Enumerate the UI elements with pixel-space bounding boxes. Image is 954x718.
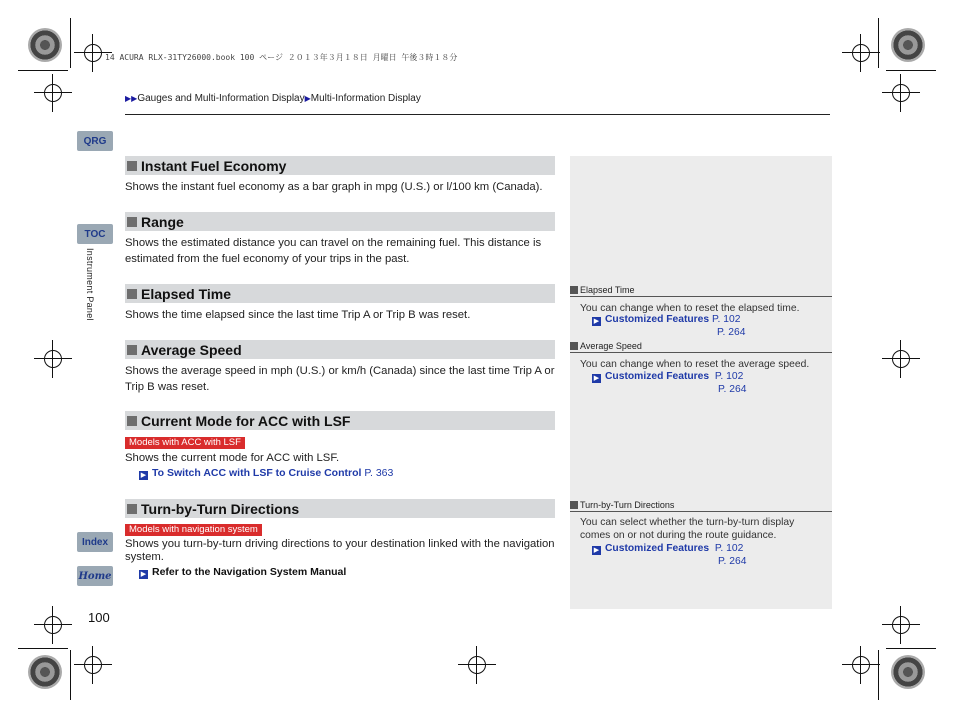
section-heading: Average Speed (125, 340, 555, 359)
crosshair-icon (852, 44, 870, 62)
chapter-side-label: Instrument Panel (85, 248, 95, 321)
section-heading: Elapsed Time (125, 284, 555, 303)
square-bullet-icon (127, 289, 137, 299)
crosshair-icon (892, 616, 910, 634)
note-icon (570, 286, 578, 294)
note-text: You can change when to reset the average speed. (580, 359, 810, 370)
crop-mark-icon (878, 18, 879, 68)
breadcrumb-arrow-icon: ▶▶ (125, 94, 138, 103)
square-bullet-icon (127, 217, 137, 227)
note-page-link[interactable]: P. 264 (717, 327, 746, 338)
arrow-right-icon: ▶ (593, 547, 600, 554)
note-text: You can change when to reset the elapsed time. (580, 303, 800, 314)
crop-mark-icon (886, 648, 936, 649)
section-text: Shows the estimated distance you can travel on the remaining fuel. This distance is estimated from the fuel economy of your trips in the past. (125, 237, 542, 265)
registration-mark-icon (891, 655, 925, 689)
crop-mark-icon (18, 648, 68, 649)
cross-reference-link[interactable]: ▶ Refer to the Navigation System Manual (140, 566, 347, 578)
section-heading: Current Mode for ACC with LSF (125, 411, 555, 430)
crop-mark-icon (886, 70, 936, 71)
breadcrumb-arrow-icon: ▶ (304, 94, 311, 103)
note-page-link[interactable]: P. 264 (718, 556, 747, 567)
crosshair-icon (468, 656, 486, 674)
note-icon (570, 501, 578, 509)
crosshair-icon (44, 84, 62, 102)
arrow-right-icon: ▶ (593, 375, 600, 382)
registration-mark-icon (891, 28, 925, 62)
section-heading: Instant Fuel Economy (125, 156, 555, 175)
crosshair-icon (852, 656, 870, 674)
section-text: Shows the time elapsed since the last time Trip A or Trip B was reset. (125, 309, 471, 321)
page-number: 100 (88, 610, 110, 625)
section-heading: Turn-by-Turn Directions (125, 499, 555, 518)
note-cross-reference[interactable]: ▶ Customized Features P. 102 (593, 371, 744, 382)
section-heading: Range (125, 212, 555, 231)
toc-button[interactable]: TOC (77, 224, 113, 244)
crop-mark-icon (70, 650, 71, 700)
note-cross-reference[interactable]: ▶ Customized Features P. 102 (593, 314, 741, 325)
section-text: Shows you turn-by-turn driving directions to your destination linked with the navigation system. (125, 538, 555, 563)
print-header: 14 ACURA RLX-31TY26000.book 100 ページ ２０１３年３月１８日 月曜日 午後３時１８分 (105, 53, 458, 62)
qrg-button[interactable]: QRG (77, 131, 113, 151)
arrow-right-icon: ▶ (140, 472, 147, 479)
breadcrumb-current: Multi-Information Display (310, 93, 421, 104)
square-bullet-icon (127, 161, 137, 171)
crop-mark-icon (70, 18, 71, 68)
note-cross-reference[interactable]: ▶ Customized Features P. 102 (593, 543, 744, 554)
crosshair-icon (892, 350, 910, 368)
note-heading: Turn-by-Turn Directions (570, 500, 832, 512)
note-page-link[interactable]: P. 264 (718, 384, 747, 395)
note-heading: Elapsed Time (570, 285, 832, 297)
breadcrumb-link-gauges[interactable]: Gauges and Multi-Information Display (137, 93, 305, 104)
model-badge: Models with ACC with LSF (125, 437, 245, 449)
registration-mark-icon (28, 28, 62, 62)
crosshair-icon (892, 84, 910, 102)
crosshair-icon (84, 44, 102, 62)
section-text: Shows the instant fuel economy as a bar graph in mpg (U.S.) or l/100 km (Canada). (125, 181, 543, 193)
arrow-right-icon: ▶ (140, 571, 147, 578)
note-heading: Average Speed (570, 341, 832, 353)
crosshair-icon (44, 616, 62, 634)
model-badge: Models with navigation system (125, 524, 262, 536)
cross-reference-link[interactable]: ▶ To Switch ACC with LSF to Cruise Control P. 363 (140, 467, 394, 479)
section-text: Shows the current mode for ACC with LSF. (125, 452, 340, 464)
crosshair-icon (44, 350, 62, 368)
square-bullet-icon (127, 345, 137, 355)
square-bullet-icon (127, 416, 137, 426)
index-button[interactable]: Index (77, 532, 113, 552)
arrow-right-icon: ▶ (593, 318, 600, 325)
crop-mark-icon (18, 70, 68, 71)
registration-mark-icon (28, 655, 62, 689)
section-text: Shows the average speed in mph (U.S.) or km/h (Canada) since the last time Trip A or Trip B was reset. (125, 365, 555, 393)
square-bullet-icon (127, 504, 137, 514)
header-rule (125, 114, 830, 115)
home-button[interactable]: Home (77, 566, 113, 586)
crop-mark-icon (878, 650, 879, 700)
crosshair-icon (84, 656, 102, 674)
note-icon (570, 342, 578, 350)
breadcrumb (125, 93, 421, 104)
note-text: You can select whether the turn-by-turn display comes on or not during the route guidance. (580, 517, 795, 541)
